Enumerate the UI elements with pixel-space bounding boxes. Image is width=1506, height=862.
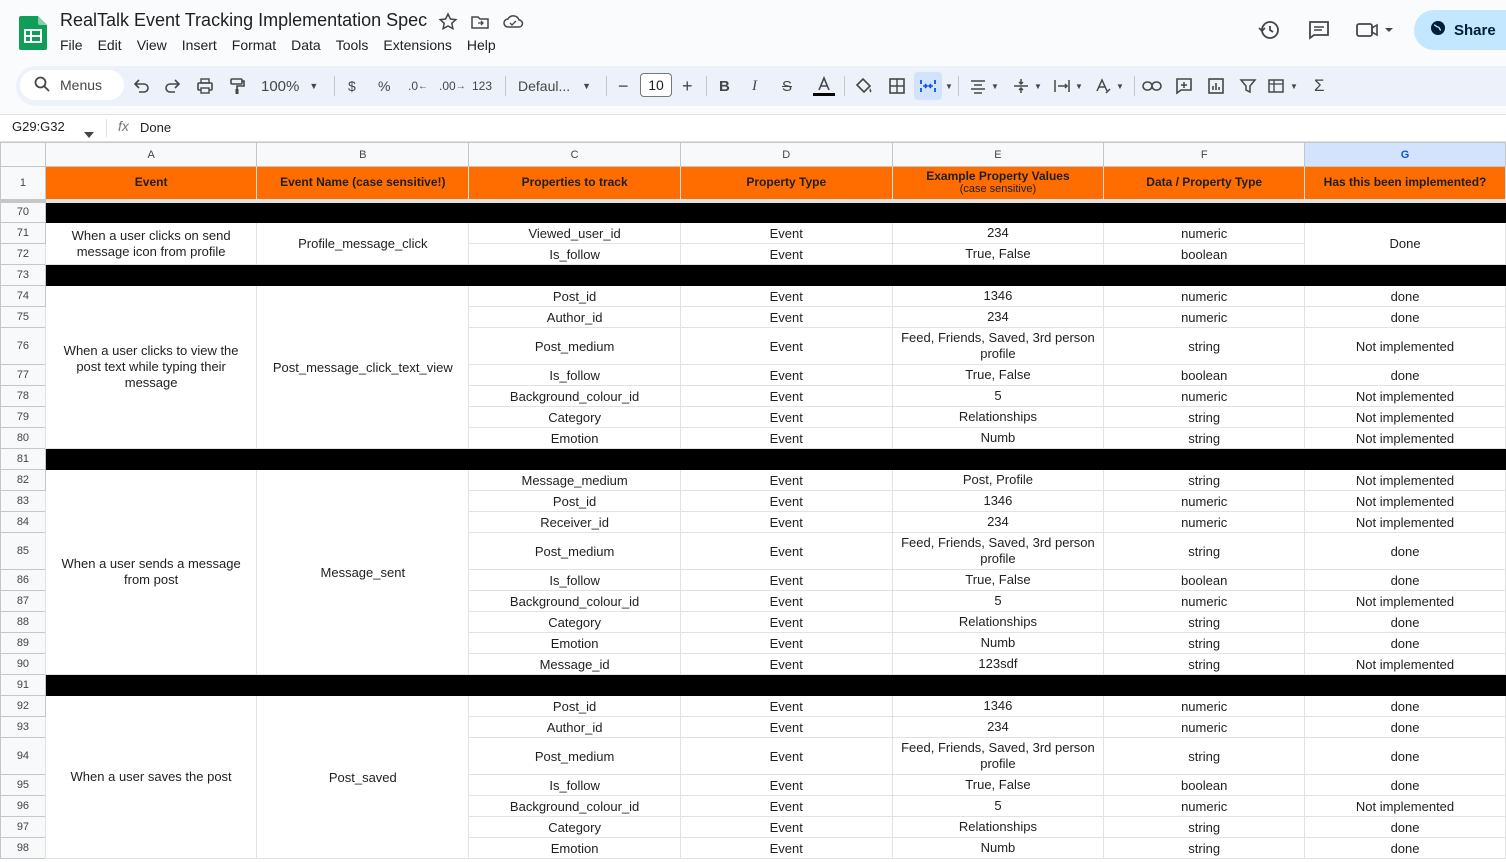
property-type-cell[interactable]: Event xyxy=(680,738,892,775)
separator-row xyxy=(1,675,1506,696)
property-type-cell[interactable]: Event xyxy=(680,533,892,570)
property-cell[interactable]: Post_medium xyxy=(469,328,681,365)
row-number[interactable]: 97 xyxy=(1,817,46,838)
separator-cell[interactable] xyxy=(1305,675,1506,696)
example-value-cell[interactable]: Numb xyxy=(892,428,1104,449)
zoom-value: 100% xyxy=(261,77,300,95)
insert-chart-icon[interactable] xyxy=(1207,66,1225,106)
separator-cell[interactable] xyxy=(1104,265,1305,286)
row-number[interactable]: 80 xyxy=(1,428,46,449)
property-cell[interactable]: Receiver_id xyxy=(469,512,681,533)
property-cell[interactable]: Is_follow xyxy=(469,244,681,265)
property-type-cell[interactable]: Event xyxy=(680,223,892,244)
row-number[interactable]: 78 xyxy=(1,386,46,407)
data-type-cell[interactable]: string xyxy=(1104,328,1305,365)
increase-font-size-icon[interactable]: + xyxy=(682,75,693,96)
separator-cell[interactable] xyxy=(469,265,681,286)
row-number[interactable]: 74 xyxy=(1,286,46,307)
share-button[interactable] xyxy=(1414,10,1506,50)
decrease-decimal-button[interactable] xyxy=(408,66,428,106)
separator-cell[interactable] xyxy=(45,265,256,286)
row-number[interactable]: 70 xyxy=(1,201,46,223)
separator-cell[interactable] xyxy=(1104,449,1305,470)
star-icon[interactable] xyxy=(438,12,460,34)
data-type-cell[interactable]: numeric xyxy=(1104,286,1305,307)
separator-cell[interactable] xyxy=(680,201,892,223)
header-properties[interactable]: Properties to track xyxy=(469,167,681,201)
formula-divider xyxy=(106,119,107,137)
menu-help[interactable]: Help xyxy=(466,37,496,53)
data-type-cell[interactable]: string xyxy=(1104,428,1305,449)
event-name-cell[interactable]: Profile_message_click xyxy=(257,223,469,265)
toolbar-divider xyxy=(958,76,959,96)
data-type-cell[interactable]: numeric xyxy=(1104,696,1305,717)
separator-cell[interactable] xyxy=(1104,201,1305,223)
property-cell[interactable]: Is_follow xyxy=(469,365,681,386)
header-data-type[interactable]: Data / Property Type xyxy=(1104,167,1305,201)
example-value-cell[interactable]: Numb xyxy=(892,838,1104,859)
row-number[interactable]: 91 xyxy=(1,675,46,696)
separator-cell[interactable] xyxy=(257,201,469,223)
property-type-cell[interactable]: Event xyxy=(680,696,892,717)
event-cell[interactable]: When a user sends a message from post xyxy=(45,470,256,675)
example-value-cell[interactable]: Feed, Friends, Saved, 3rd person profile xyxy=(892,328,1104,365)
separator-cell[interactable] xyxy=(469,201,681,223)
table-row xyxy=(1,696,1506,717)
undo-icon[interactable] xyxy=(132,66,150,106)
toolbar-divider xyxy=(334,76,335,96)
status-cell[interactable]: done xyxy=(1305,286,1506,307)
separator-cell[interactable] xyxy=(680,675,892,696)
text-color-icon[interactable] xyxy=(812,66,836,106)
property-type-cell[interactable]: Event xyxy=(680,328,892,365)
search-icon xyxy=(34,76,50,95)
menu-extensions[interactable]: Extensions xyxy=(383,37,452,53)
property-type-cell[interactable]: Event xyxy=(680,470,892,491)
property-type-cell[interactable]: Event xyxy=(680,428,892,449)
event-cell[interactable]: When a user clicks on send message icon from profile xyxy=(45,223,256,265)
toolbar-divider xyxy=(1134,76,1135,96)
fill-color-icon[interactable] xyxy=(854,66,874,106)
toolbar-divider xyxy=(505,76,506,96)
property-cell[interactable]: Category xyxy=(469,817,681,838)
example-value-cell[interactable]: 234 xyxy=(892,307,1104,328)
separator-cell[interactable] xyxy=(45,675,256,696)
arrow-left-icon: ← xyxy=(418,80,429,92)
sheets-logo-icon[interactable] xyxy=(19,16,47,50)
example-value-cell[interactable]: 5 xyxy=(892,591,1104,612)
data-type-cell[interactable]: string xyxy=(1104,533,1305,570)
separator-cell[interactable] xyxy=(1104,675,1305,696)
example-value-cell[interactable]: 5 xyxy=(892,796,1104,817)
separator-row xyxy=(1,201,1506,223)
example-value-cell[interactable]: Relationships xyxy=(892,612,1104,633)
decrease-decimal-label: .0 xyxy=(408,79,419,93)
property-cell[interactable]: Post_medium xyxy=(469,533,681,570)
comments-icon[interactable] xyxy=(1304,15,1334,45)
property-cell[interactable]: Viewed_user_id xyxy=(469,223,681,244)
select-all-corner[interactable] xyxy=(1,143,46,167)
property-cell[interactable]: Category xyxy=(469,407,681,428)
property-type-cell[interactable]: Event xyxy=(680,512,892,533)
row-number[interactable]: 82 xyxy=(1,470,46,491)
menu-bar xyxy=(60,37,511,53)
data-type-cell[interactable]: string xyxy=(1104,470,1305,491)
property-cell[interactable]: Post_id xyxy=(469,696,681,717)
name-box[interactable]: G29:G32 xyxy=(12,119,65,134)
status-cell[interactable]: done xyxy=(1305,817,1506,838)
status-cell[interactable]: done xyxy=(1305,738,1506,775)
separator-cell[interactable] xyxy=(892,265,1104,286)
caret-down-icon: ▼ xyxy=(582,81,592,91)
column-header-a[interactable]: A xyxy=(45,143,256,167)
bold-icon[interactable]: B xyxy=(719,77,730,95)
separator-cell[interactable] xyxy=(469,675,681,696)
header-example-values[interactable] xyxy=(892,167,1104,201)
separator-cell[interactable] xyxy=(257,449,469,470)
property-type-cell[interactable]: Event xyxy=(680,570,892,591)
property-cell[interactable]: Is_follow xyxy=(469,775,681,796)
property-type-cell[interactable]: Event xyxy=(680,286,892,307)
status-cell[interactable]: Not implemented xyxy=(1305,328,1506,365)
separator-cell[interactable] xyxy=(1305,449,1506,470)
row-number[interactable]: 92 xyxy=(1,696,46,717)
data-type-cell[interactable]: string xyxy=(1104,633,1305,654)
status-cell[interactable]: Not implemented xyxy=(1305,512,1506,533)
decrease-font-size-icon[interactable]: − xyxy=(618,75,629,96)
separator-row xyxy=(1,449,1506,470)
functions-icon[interactable]: Σ xyxy=(1314,76,1325,95)
separator-cell[interactable] xyxy=(45,449,256,470)
event-name-cell[interactable]: Message_sent xyxy=(257,470,469,675)
merge-cells-icon[interactable] xyxy=(919,66,937,106)
property-cell[interactable]: Background_colour_id xyxy=(469,796,681,817)
status-cell[interactable]: done xyxy=(1305,570,1506,591)
status-cell[interactable]: Done xyxy=(1305,223,1506,265)
property-type-cell[interactable]: Event xyxy=(680,817,892,838)
header-event[interactable]: Event xyxy=(45,167,256,201)
example-value-cell[interactable]: True, False xyxy=(892,775,1104,796)
arrow-right-icon: → xyxy=(455,80,466,92)
version-history-icon[interactable] xyxy=(1254,15,1284,45)
property-type-cell[interactable]: Event xyxy=(680,407,892,428)
status-cell[interactable]: done xyxy=(1305,838,1506,859)
event-name-cell[interactable]: Post_saved xyxy=(257,696,469,859)
separator-cell[interactable] xyxy=(45,201,256,223)
data-type-cell[interactable]: numeric xyxy=(1104,717,1305,738)
property-cell[interactable]: Background_colour_id xyxy=(469,386,681,407)
row-number[interactable]: 96 xyxy=(1,796,46,817)
example-value-cell[interactable]: True, False xyxy=(892,570,1104,591)
status-cell[interactable]: done xyxy=(1305,633,1506,654)
example-value-cell[interactable]: Post, Profile xyxy=(892,470,1104,491)
data-type-cell[interactable]: string xyxy=(1104,838,1305,859)
increase-decimal-label: .00 xyxy=(439,79,456,93)
row-number[interactable]: 79 xyxy=(1,407,46,428)
status-cell[interactable]: done xyxy=(1305,365,1506,386)
merge-dropdown-icon[interactable]: ▼ xyxy=(945,81,953,91)
data-type-cell[interactable]: numeric xyxy=(1104,796,1305,817)
redo-icon[interactable] xyxy=(164,66,182,106)
event-name-cell[interactable]: Post_message_click_text_view xyxy=(257,286,469,449)
data-type-cell[interactable]: boolean xyxy=(1104,365,1305,386)
search-menus-label: Menus xyxy=(60,77,103,93)
property-type-cell[interactable]: Event xyxy=(680,838,892,859)
column-header-b[interactable]: B xyxy=(257,143,469,167)
vertical-align-icon[interactable]: ▼ xyxy=(1012,66,1042,106)
property-type-cell[interactable]: Event xyxy=(680,386,892,407)
insert-link-icon[interactable] xyxy=(1142,66,1162,106)
menu-edit[interactable]: Edit xyxy=(97,37,122,53)
row-number[interactable]: 72 xyxy=(1,244,46,265)
row-number[interactable]: 77 xyxy=(1,365,46,386)
move-folder-icon[interactable] xyxy=(470,12,492,34)
property-cell[interactable]: Emotion xyxy=(469,633,681,654)
table-row xyxy=(1,286,1506,307)
property-type-cell[interactable]: Event xyxy=(680,775,892,796)
data-type-cell[interactable]: string xyxy=(1104,407,1305,428)
separator-cell[interactable] xyxy=(892,449,1104,470)
property-cell[interactable]: Is_follow xyxy=(469,570,681,591)
toolbar-divider xyxy=(606,76,607,96)
data-type-cell[interactable]: numeric xyxy=(1104,307,1305,328)
share-label: Share xyxy=(1454,21,1496,39)
row-number[interactable]: 83 xyxy=(1,491,46,512)
font-family-value: Defaul... xyxy=(518,78,571,94)
row-number[interactable]: 87 xyxy=(1,591,46,612)
property-cell[interactable]: Emotion xyxy=(469,838,681,859)
property-type-cell[interactable]: Event xyxy=(680,796,892,817)
table-row xyxy=(1,223,1506,244)
globe-icon xyxy=(1430,20,1446,40)
example-value-cell[interactable]: 234 xyxy=(892,223,1104,244)
formula-input[interactable]: Done xyxy=(140,120,172,135)
example-value-cell[interactable]: Numb xyxy=(892,633,1104,654)
data-type-cell[interactable]: string xyxy=(1104,817,1305,838)
header-implemented[interactable]: Has this been implemented? xyxy=(1305,167,1506,201)
column-header-c[interactable]: C xyxy=(469,143,681,167)
property-cell[interactable]: Emotion xyxy=(469,428,681,449)
row-number[interactable]: 1 xyxy=(1,167,46,201)
row-number[interactable]: 75 xyxy=(1,307,46,328)
status-cell[interactable]: Not implemented xyxy=(1305,591,1506,612)
separator-cell[interactable] xyxy=(892,201,1104,223)
example-value-cell[interactable]: 234 xyxy=(892,512,1104,533)
menu-file[interactable]: File xyxy=(60,37,83,53)
row-number[interactable]: 89 xyxy=(1,633,46,654)
row-number[interactable]: 85 xyxy=(1,533,46,570)
status-cell[interactable]: done xyxy=(1305,307,1506,328)
column-header-row xyxy=(1,143,1506,167)
sheet-table xyxy=(0,142,1506,859)
event-cell[interactable]: When a user saves the post xyxy=(45,696,256,859)
row-number[interactable]: 76 xyxy=(1,328,46,365)
separator-row xyxy=(1,265,1506,286)
menu-insert[interactable]: Insert xyxy=(181,37,217,53)
toolbar-divider xyxy=(844,76,845,96)
spreadsheet-grid xyxy=(0,142,1506,862)
property-type-cell[interactable]: Event xyxy=(680,491,892,512)
status-cell[interactable]: Not implemented xyxy=(1305,491,1506,512)
row-number[interactable]: 90 xyxy=(1,654,46,675)
menu-data[interactable]: Data xyxy=(291,37,321,53)
strikethrough-icon[interactable]: S xyxy=(782,77,793,95)
separator-cell[interactable] xyxy=(257,675,469,696)
separator-cell[interactable] xyxy=(680,449,892,470)
text-wrapping-icon[interactable]: ▼ xyxy=(1053,66,1083,106)
example-value-cell[interactable]: 1346 xyxy=(892,286,1104,307)
fx-icon: fx xyxy=(118,118,129,134)
example-value-cell[interactable]: True, False xyxy=(892,244,1104,265)
data-type-cell[interactable]: string xyxy=(1104,612,1305,633)
data-type-cell[interactable]: numeric xyxy=(1104,491,1305,512)
data-type-cell[interactable]: numeric xyxy=(1104,512,1305,533)
menu-view[interactable]: View xyxy=(136,37,167,53)
separator-cell[interactable] xyxy=(469,449,681,470)
example-value-cell[interactable]: True, False xyxy=(892,365,1104,386)
property-type-cell[interactable]: Event xyxy=(680,307,892,328)
toolbar-divider xyxy=(706,76,707,96)
property-cell[interactable]: Background_colour_id xyxy=(469,591,681,612)
row-number[interactable]: 73 xyxy=(1,265,46,286)
row-number[interactable]: 88 xyxy=(1,612,46,633)
borders-icon[interactable] xyxy=(888,66,906,106)
data-type-cell[interactable]: string xyxy=(1104,738,1305,775)
horizontal-align-icon[interactable]: ▼ xyxy=(969,66,999,106)
format-currency-button[interactable]: $ xyxy=(348,78,356,94)
header-property-type[interactable]: Property Type xyxy=(680,167,892,201)
filter-icon[interactable] xyxy=(1239,66,1257,106)
caret-down-icon: ▼ xyxy=(309,81,319,91)
data-type-cell[interactable]: numeric xyxy=(1104,223,1305,244)
row-number[interactable]: 94 xyxy=(1,738,46,775)
property-type-cell[interactable]: Event xyxy=(680,591,892,612)
format-percent-button[interactable]: % xyxy=(378,78,391,94)
example-value-cell[interactable]: 123sdf xyxy=(892,654,1104,675)
formula-bar xyxy=(0,114,1506,142)
property-cell[interactable]: Category xyxy=(469,612,681,633)
menu-format[interactable]: Format xyxy=(231,37,277,53)
font-family-select[interactable] xyxy=(518,66,591,106)
status-cell[interactable]: done xyxy=(1305,612,1506,633)
italic-icon[interactable]: I xyxy=(752,77,757,94)
insert-comment-icon[interactable] xyxy=(1175,66,1193,106)
property-cell[interactable]: Author_id xyxy=(469,717,681,738)
data-type-cell[interactable]: boolean xyxy=(1104,244,1305,265)
text-rotation-icon[interactable]: ▼ xyxy=(1094,66,1124,106)
status-cell[interactable]: Not implemented xyxy=(1305,386,1506,407)
print-icon[interactable] xyxy=(196,66,214,106)
separator-cell[interactable] xyxy=(1305,201,1506,223)
data-type-cell[interactable]: boolean xyxy=(1104,570,1305,591)
example-value-cell[interactable]: Feed, Friends, Saved, 3rd person profile xyxy=(892,738,1104,775)
status-cell[interactable]: done xyxy=(1305,717,1506,738)
status-cell[interactable]: Not implemented xyxy=(1305,654,1506,675)
row-number[interactable]: 93 xyxy=(1,717,46,738)
title-bar xyxy=(0,0,1506,62)
property-type-cell[interactable]: Event xyxy=(680,654,892,675)
status-cell[interactable]: Not implemented xyxy=(1305,407,1506,428)
status-cell[interactable]: Not implemented xyxy=(1305,470,1506,491)
document-title[interactable]: RealTalk Event Tracking Implementation Spec xyxy=(60,10,428,30)
increase-decimal-button[interactable] xyxy=(439,66,466,106)
row-number[interactable]: 86 xyxy=(1,570,46,591)
paint-format-icon[interactable] xyxy=(228,66,246,106)
data-type-cell[interactable]: boolean xyxy=(1104,775,1305,796)
zoom-select[interactable] xyxy=(261,66,318,106)
example-value-cell[interactable]: Relationships xyxy=(892,407,1104,428)
column-header-g[interactable]: G xyxy=(1305,143,1506,167)
event-cell[interactable]: When a user clicks to view the post text while typing their message xyxy=(45,286,256,449)
column-header-d[interactable]: D xyxy=(680,143,892,167)
data-type-cell[interactable]: numeric xyxy=(1104,386,1305,407)
property-cell[interactable]: Post_id xyxy=(469,286,681,307)
example-value-cell[interactable]: 1346 xyxy=(892,491,1104,512)
cloud-status-icon[interactable] xyxy=(502,12,524,34)
row-number[interactable]: 84 xyxy=(1,512,46,533)
example-value-cell[interactable]: 5 xyxy=(892,386,1104,407)
more-formats-button[interactable]: 123 xyxy=(472,79,493,93)
data-type-cell[interactable]: numeric xyxy=(1104,591,1305,612)
separator-cell[interactable] xyxy=(680,265,892,286)
property-cell[interactable]: Message_medium xyxy=(469,470,681,491)
header-event-name[interactable]: Event Name (case sensitive!) xyxy=(257,167,469,201)
status-cell[interactable]: done xyxy=(1305,696,1506,717)
status-cell[interactable]: Not implemented xyxy=(1305,796,1506,817)
column-header-e[interactable]: E xyxy=(892,143,1104,167)
row-number[interactable]: 98 xyxy=(1,838,46,859)
example-value-cell[interactable]: 234 xyxy=(892,717,1104,738)
property-cell[interactable]: Post_id xyxy=(469,491,681,512)
name-box-caret-icon[interactable] xyxy=(84,125,94,143)
font-size-input[interactable]: 10 xyxy=(640,73,672,97)
header-row xyxy=(1,167,1506,201)
separator-cell[interactable] xyxy=(1305,265,1506,286)
search-menus[interactable] xyxy=(20,70,124,100)
separator-cell[interactable] xyxy=(892,675,1104,696)
example-value-cell[interactable]: Relationships xyxy=(892,817,1104,838)
status-cell[interactable]: done xyxy=(1305,775,1506,796)
example-value-cell[interactable]: Feed, Friends, Saved, 3rd person profile xyxy=(892,533,1104,570)
meet-video-icon[interactable] xyxy=(1354,15,1394,45)
property-type-cell[interactable]: Event xyxy=(680,244,892,265)
menu-tools[interactable]: Tools xyxy=(335,37,369,53)
property-cell[interactable]: Post_medium xyxy=(469,738,681,775)
filter-views-icon[interactable]: ▼ xyxy=(1268,66,1298,106)
example-value-cell[interactable]: 1346 xyxy=(892,696,1104,717)
property-type-cell[interactable]: Event xyxy=(680,633,892,654)
property-type-cell[interactable]: Event xyxy=(680,717,892,738)
status-cell[interactable]: done xyxy=(1305,533,1506,570)
property-type-cell[interactable]: Event xyxy=(680,612,892,633)
table-row xyxy=(1,470,1506,491)
row-number[interactable]: 71 xyxy=(1,223,46,244)
property-cell[interactable]: Author_id xyxy=(469,307,681,328)
property-cell[interactable]: Message_id xyxy=(469,654,681,675)
header-example-subtitle: (case sensitive) xyxy=(959,182,1037,195)
property-type-cell[interactable]: Event xyxy=(680,365,892,386)
column-header-f[interactable]: F xyxy=(1104,143,1305,167)
header-example-title: Example Property Values xyxy=(926,168,1070,183)
separator-cell[interactable] xyxy=(257,265,469,286)
status-cell[interactable]: Not implemented xyxy=(1305,428,1506,449)
data-type-cell[interactable]: string xyxy=(1104,654,1305,675)
row-number[interactable]: 81 xyxy=(1,449,46,470)
toolbar xyxy=(16,66,1506,106)
row-number[interactable]: 95 xyxy=(1,775,46,796)
